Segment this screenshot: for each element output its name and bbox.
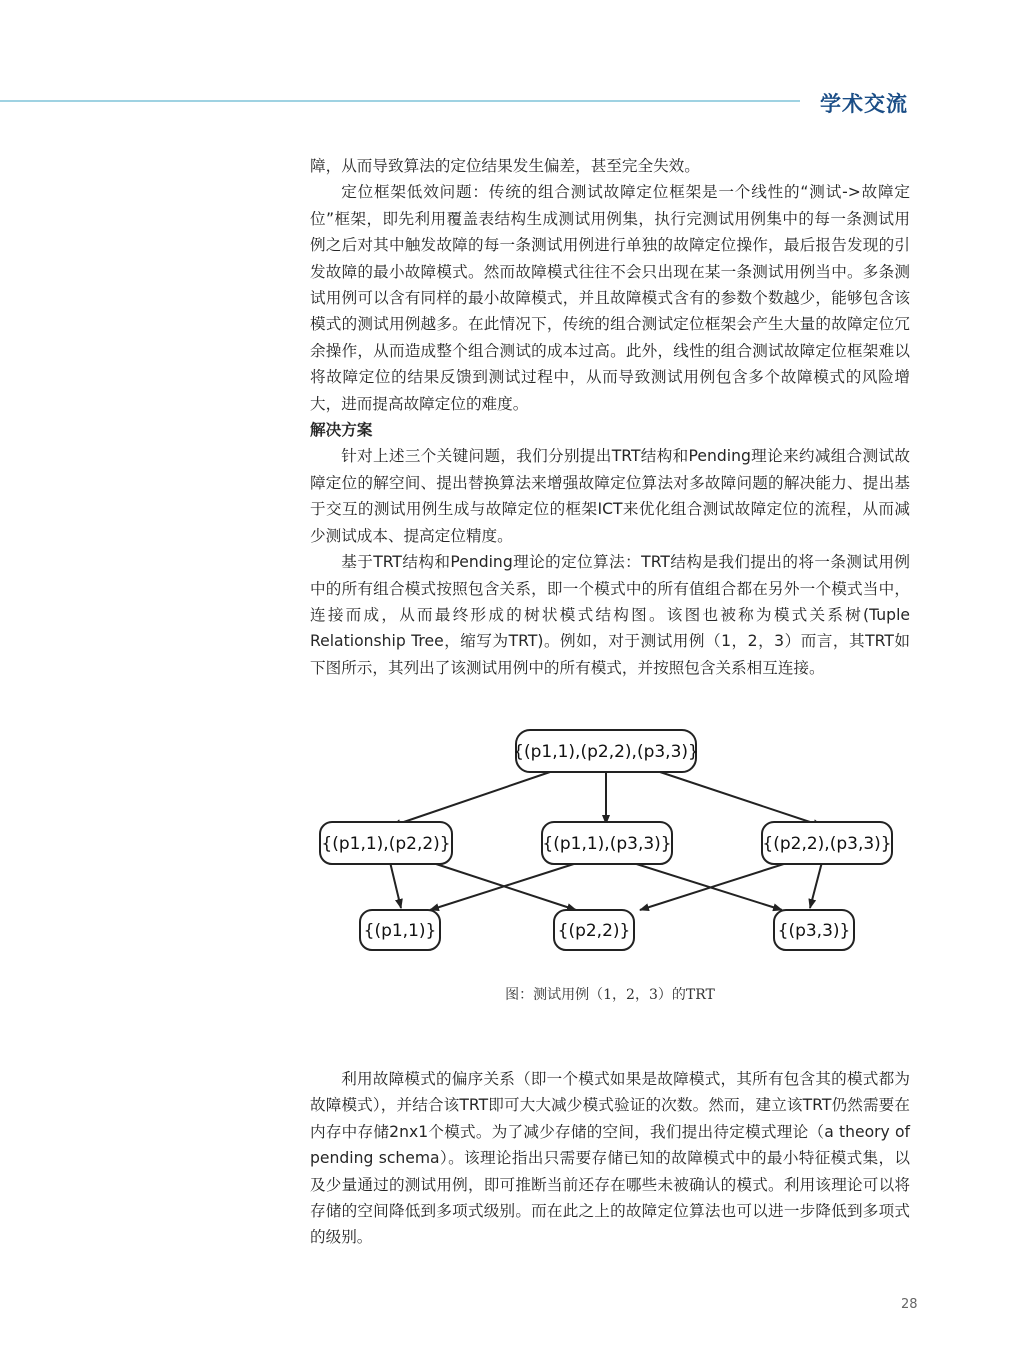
paragraph-3: 针对上述三个关键问题，我们分别提出TRT结构和Pending理论来约减组合测试故障定位的解空间、提出替换算法来增强故障定位算法对多故障问题的解决能力、提出基于交互的测试用例生成与故障定位的框架ICT来优化组合测试故障定位的流程，从而减少测试成本、提高定位精度。 — [310, 447, 910, 545]
header-rule — [0, 100, 800, 102]
node-mid-right — [762, 822, 892, 864]
edge-top-to-mid-left — [392, 772, 550, 826]
edge-mid-left-to-bot-left — [390, 862, 401, 908]
section-title: 学术交流 — [820, 92, 908, 116]
node-mid-left — [320, 822, 452, 864]
trt-figure — [310, 700, 910, 980]
paragraph-1: 障，从而导致算法的定位结果发生偏差，甚至完全失效。 — [310, 157, 700, 175]
node-bot-right — [774, 910, 854, 950]
node-bot-center — [554, 910, 634, 950]
node-bot-center-label: {(p2,2)} — [557, 921, 631, 941]
edge-mid-center-to-bot-right — [630, 862, 782, 910]
node-top — [513, 730, 699, 772]
body-text-upper — [310, 153, 910, 681]
body-text-lower — [310, 1066, 910, 1251]
paragraph-2: 定位框架低效问题：传统的组合测试故障定位框架是一个线性的“测试->故障定位”框架，即先利用覆盖表结构生成测试用例集，执行完测试用例集中的每一条测试用例之后对其中触发故障的每一条测试用例进行单独的故障定位操作，最后报告发现的引发故障的最小故障模式。然而故障模式往往不会只出现在某一条测试用例当中。多条测试用例可以含有同样的最小故障模式，并且故障模式含有的参数个数越少，能够包含该模式的测试用例越多。在此情况下，传统的组合测试定位框架会产生大量的故障定位冗余操作，从而造成整个组合测试的成本过高。此外，线性的组合测试故障定位框架难以将故障定位的结果反馈到测试过程中，从而导致测试用例包含多个故障模式的风险增大，进而提高故障定位的难度。 — [310, 183, 910, 413]
node-bot-left — [360, 910, 440, 950]
heading-solution: 解决方案 — [310, 421, 373, 440]
node-top-label: {(p1,1),(p2,2),(p3,3)} — [513, 742, 699, 762]
trt-diagram — [310, 700, 910, 980]
paragraph-4: 基于TRT结构和Pending理论的定位算法：TRT结构是我们提出的将一条测试用例中的所有组合模式按照包含关系，即一个模式中的所有值组合都在另外一个模式当中，连接而成，从而最终形成的树状模式结构图。该图也被称为模式关系树(Tuple Relationship Tree，缩写为TRT)。例如，对于测试用例（1，2，3）而言，其TRT如下图所示，其列出了该测试用例中的所有模式，并按照包含关系相互连接。 — [310, 553, 910, 677]
page-number: 28 — [901, 1297, 918, 1312]
paragraph-5: 利用故障模式的偏序关系（即一个模式如果是故障模式，其所有包含其的模式都为故障模式），并结合该TRT即可大大减少模式验证的次数。然而，建立该TRT仍然需要在内存中存储2nx1个模式。为了减少存储的空间，我们提出待定模式理论（a theory of pending schema）。该理论指出只需要存储已知的故障模式中的最小特征模式集，以及少量通过的测试用例，即可推断当前还存在哪些未被确认的模式。利用该理论可以将存储的空间降低到多项式级别。而在此之上的故障定位算法也可以进一步降低到多项式的级别。 — [310, 1070, 910, 1247]
edge-mid-right-to-bot-right — [810, 862, 822, 908]
node-bot-right-label: {(p3,3)} — [777, 921, 851, 941]
node-mid-center — [542, 822, 672, 864]
edge-top-to-mid-right — [660, 772, 822, 826]
node-mid-center-label: {(p1,1),(p3,3)} — [542, 834, 672, 854]
edge-mid-right-to-bot-center — [640, 862, 790, 910]
node-mid-right-label: {(p2,2),(p3,3)} — [762, 834, 892, 854]
node-bot-left-label: {(p1,1)} — [363, 921, 437, 941]
figure-caption: 图：测试用例（1，2，3）的TRT — [505, 987, 715, 1003]
node-mid-left-label: {(p1,1),(p2,2)} — [321, 834, 451, 854]
